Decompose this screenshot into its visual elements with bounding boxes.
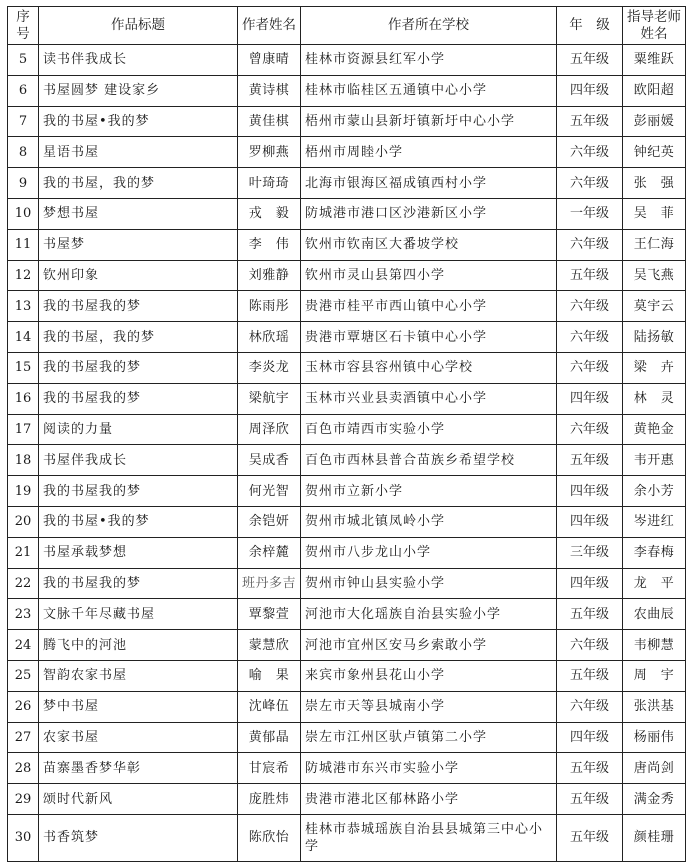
table-row — [8, 229, 686, 260]
cell-number: 18 — [8, 445, 39, 476]
table-row — [8, 660, 686, 691]
cell-title: 书屋承载梦想 — [39, 537, 238, 568]
cell-title: 书屋圆梦 建设家乡 — [39, 75, 238, 106]
cell-author: 陈雨彤 — [238, 291, 301, 322]
cell-teacher: 莫宇云 — [623, 291, 686, 322]
cell-grade: 四年级 — [557, 476, 623, 507]
table-row — [8, 784, 686, 815]
cell-title: 颂时代新风 — [39, 784, 238, 815]
cell-title: 星语书屋 — [39, 137, 238, 168]
cell-school: 玉林市兴业县卖酒镇中心小学 — [301, 383, 557, 414]
cell-school: 贺州市立新小学 — [301, 476, 557, 507]
cell-school: 梧州市周睦小学 — [301, 137, 557, 168]
cell-teacher: 唐尚剑 — [623, 753, 686, 784]
table-row — [8, 722, 686, 753]
cell-teacher: 韦柳慧 — [623, 630, 686, 661]
cell-author: 陈欣怡 — [238, 814, 301, 861]
cell-teacher: 粟维跃 — [623, 45, 686, 76]
cell-number: 27 — [8, 722, 39, 753]
cell-teacher: 颜桂珊 — [623, 814, 686, 861]
cell-author: 吴成香 — [238, 445, 301, 476]
table-row — [8, 753, 686, 784]
cell-title: 文脉千年尽藏书屋 — [39, 599, 238, 630]
cell-school: 梧州市蒙山县新圩镇新圩中心小学 — [301, 106, 557, 137]
cell-grade: 六年级 — [557, 322, 623, 353]
cell-grade: 三年级 — [557, 537, 623, 568]
cell-number: 22 — [8, 568, 39, 599]
cell-school: 百色市靖西市实验小学 — [301, 414, 557, 445]
cell-author: 曾康晴 — [238, 45, 301, 76]
cell-number: 29 — [8, 784, 39, 815]
cell-school: 贵港市桂平市西山镇中心小学 — [301, 291, 557, 322]
cell-school: 钦州市钦南区大番坡学校 — [301, 229, 557, 260]
cell-title: 农家书屋 — [39, 722, 238, 753]
cell-teacher: 张 强 — [623, 168, 686, 199]
cell-title: 我的书屋我的梦 — [39, 352, 238, 383]
cell-title: 我的书屋•我的梦 — [39, 506, 238, 537]
cell-school: 贺州市城北镇凤岭小学 — [301, 506, 557, 537]
cell-school: 崇左市江州区驮卢镇第二小学 — [301, 722, 557, 753]
cell-school: 桂林市临桂区五通镇中心小学 — [301, 75, 557, 106]
cell-number: 8 — [8, 137, 39, 168]
table-row — [8, 137, 686, 168]
cell-title: 书香筑梦 — [39, 814, 238, 861]
cell-title: 梦想书屋 — [39, 198, 238, 229]
cell-number: 15 — [8, 352, 39, 383]
table-row — [8, 352, 686, 383]
cell-title: 书屋梦 — [39, 229, 238, 260]
header-number: 序号 — [8, 7, 39, 45]
cell-teacher: 陆扬敏 — [623, 322, 686, 353]
cell-author: 甘宸希 — [238, 753, 301, 784]
cell-grade: 六年级 — [557, 630, 623, 661]
cell-grade: 四年级 — [557, 75, 623, 106]
cell-author: 黄诗棋 — [238, 75, 301, 106]
cell-school: 桂林市恭城瑶族自治县县城第三中心小学 — [301, 814, 557, 861]
cell-author: 李炎龙 — [238, 352, 301, 383]
cell-author: 周泽欣 — [238, 414, 301, 445]
header-grade: 年 级 — [557, 7, 623, 45]
cell-author: 罗柳燕 — [238, 137, 301, 168]
table-row — [8, 414, 686, 445]
cell-number: 19 — [8, 476, 39, 507]
cell-teacher: 农曲辰 — [623, 599, 686, 630]
cell-grade: 六年级 — [557, 414, 623, 445]
cell-grade: 五年级 — [557, 784, 623, 815]
cell-author: 沈峰伍 — [238, 691, 301, 722]
cell-author: 黄佳棋 — [238, 106, 301, 137]
cell-grade: 五年级 — [557, 45, 623, 76]
cell-title: 智韵农家书屋 — [39, 660, 238, 691]
table-row — [8, 814, 686, 861]
cell-title: 苗寨墨香梦华彰 — [39, 753, 238, 784]
cell-author: 戎 毅 — [238, 198, 301, 229]
cell-grade: 四年级 — [557, 722, 623, 753]
cell-teacher: 岑进红 — [623, 506, 686, 537]
cell-grade: 四年级 — [557, 383, 623, 414]
cell-number: 24 — [8, 630, 39, 661]
cell-title: 梦中书屋 — [39, 691, 238, 722]
cell-school: 贵港市覃塘区石卡镇中心小学 — [301, 322, 557, 353]
table-row — [8, 630, 686, 661]
cell-number: 28 — [8, 753, 39, 784]
cell-school: 钦州市灵山县第四小学 — [301, 260, 557, 291]
cell-teacher: 张洪基 — [623, 691, 686, 722]
cell-teacher: 彭丽媛 — [623, 106, 686, 137]
table-row — [8, 506, 686, 537]
cell-school: 崇左市天等县城南小学 — [301, 691, 557, 722]
table-row — [8, 537, 686, 568]
cell-number: 20 — [8, 506, 39, 537]
cell-author: 班丹多吉 — [238, 568, 301, 599]
cell-number: 10 — [8, 198, 39, 229]
header-title: 作品标题 — [39, 7, 238, 45]
cell-school: 贵港市港北区郁林路小学 — [301, 784, 557, 815]
cell-grade: 六年级 — [557, 691, 623, 722]
cell-grade: 四年级 — [557, 506, 623, 537]
table-row — [8, 322, 686, 353]
cell-title: 读书伴我成长 — [39, 45, 238, 76]
cell-author: 何光智 — [238, 476, 301, 507]
cell-grade: 六年级 — [557, 229, 623, 260]
cell-author: 余铠妍 — [238, 506, 301, 537]
cell-number: 6 — [8, 75, 39, 106]
cell-title: 书屋伴我成长 — [39, 445, 238, 476]
table-row — [8, 260, 686, 291]
cell-school: 防城港市东兴市实验小学 — [301, 753, 557, 784]
cell-teacher: 余小芳 — [623, 476, 686, 507]
cell-number: 11 — [8, 229, 39, 260]
cell-author: 庞胜炜 — [238, 784, 301, 815]
table-row — [8, 168, 686, 199]
cell-grade: 五年级 — [557, 660, 623, 691]
cell-title: 阅读的力量 — [39, 414, 238, 445]
cell-title: 我的书屋，我的梦 — [39, 322, 238, 353]
cell-teacher: 吴飞燕 — [623, 260, 686, 291]
cell-grade: 六年级 — [557, 137, 623, 168]
cell-title: 腾飞中的河池 — [39, 630, 238, 661]
cell-number: 23 — [8, 599, 39, 630]
cell-grade: 六年级 — [557, 352, 623, 383]
header-school: 作者所在学校 — [301, 7, 557, 45]
table-row — [8, 75, 686, 106]
cell-teacher: 周 宇 — [623, 660, 686, 691]
cell-grade: 一年级 — [557, 198, 623, 229]
cell-title: 我的书屋•我的梦 — [39, 106, 238, 137]
cell-title: 我的书屋我的梦 — [39, 291, 238, 322]
cell-author: 覃黎萱 — [238, 599, 301, 630]
cell-school: 河池市宜州区安马乡索敢小学 — [301, 630, 557, 661]
cell-title: 我的书屋，我的梦 — [39, 168, 238, 199]
cell-number: 9 — [8, 168, 39, 199]
table-header-row — [8, 7, 686, 45]
header-teacher: 指导老师姓名 — [623, 7, 686, 45]
cell-author: 刘雅静 — [238, 260, 301, 291]
cell-author: 梁航宇 — [238, 383, 301, 414]
cell-teacher: 林 灵 — [623, 383, 686, 414]
table-row — [8, 106, 686, 137]
award-list-table — [7, 6, 686, 862]
cell-title: 钦州印象 — [39, 260, 238, 291]
cell-school: 河池市大化瑶族自治县实验小学 — [301, 599, 557, 630]
cell-number: 13 — [8, 291, 39, 322]
cell-number: 17 — [8, 414, 39, 445]
table-row — [8, 599, 686, 630]
cell-grade: 四年级 — [557, 568, 623, 599]
cell-author: 蒙慧欣 — [238, 630, 301, 661]
cell-school: 贺州市钟山县实验小学 — [301, 568, 557, 599]
table-row — [8, 445, 686, 476]
cell-teacher: 钟纪英 — [623, 137, 686, 168]
cell-grade: 五年级 — [557, 814, 623, 861]
cell-school: 贺州市八步龙山小学 — [301, 537, 557, 568]
cell-number: 30 — [8, 814, 39, 861]
table-row — [8, 198, 686, 229]
cell-number: 12 — [8, 260, 39, 291]
cell-school: 北海市银海区福成镇西村小学 — [301, 168, 557, 199]
cell-grade: 五年级 — [557, 106, 623, 137]
cell-school: 玉林市容县容州镇中心学校 — [301, 352, 557, 383]
cell-title: 我的书屋我的梦 — [39, 383, 238, 414]
cell-grade: 六年级 — [557, 291, 623, 322]
cell-teacher: 王仁海 — [623, 229, 686, 260]
cell-teacher: 欧阳超 — [623, 75, 686, 106]
cell-number: 26 — [8, 691, 39, 722]
cell-author: 李 伟 — [238, 229, 301, 260]
cell-grade: 六年级 — [557, 168, 623, 199]
cell-school: 来宾市象州县花山小学 — [301, 660, 557, 691]
cell-author: 余梓麓 — [238, 537, 301, 568]
cell-grade: 五年级 — [557, 445, 623, 476]
cell-teacher: 吴 菲 — [623, 198, 686, 229]
cell-teacher: 满金秀 — [623, 784, 686, 815]
cell-title: 我的书屋我的梦 — [39, 476, 238, 507]
cell-teacher: 李春梅 — [623, 537, 686, 568]
cell-number: 7 — [8, 106, 39, 137]
cell-number: 16 — [8, 383, 39, 414]
table-row — [8, 691, 686, 722]
cell-number: 5 — [8, 45, 39, 76]
cell-number: 21 — [8, 537, 39, 568]
cell-teacher: 杨丽伟 — [623, 722, 686, 753]
table-row — [8, 476, 686, 507]
cell-teacher: 韦开惠 — [623, 445, 686, 476]
header-author: 作者姓名 — [238, 7, 301, 45]
cell-author: 林欣瑶 — [238, 322, 301, 353]
cell-author: 喻 果 — [238, 660, 301, 691]
cell-school: 防城港市港口区沙港新区小学 — [301, 198, 557, 229]
table-row — [8, 383, 686, 414]
cell-grade: 五年级 — [557, 599, 623, 630]
cell-author: 叶琦琦 — [238, 168, 301, 199]
table-row — [8, 291, 686, 322]
cell-title: 我的书屋我的梦 — [39, 568, 238, 599]
table-row — [8, 45, 686, 76]
cell-school: 百色市西林县普合苗族乡希望学校 — [301, 445, 557, 476]
cell-grade: 五年级 — [557, 753, 623, 784]
table-body — [8, 45, 686, 862]
cell-teacher: 梁 卉 — [623, 352, 686, 383]
cell-grade: 五年级 — [557, 260, 623, 291]
cell-number: 25 — [8, 660, 39, 691]
cell-school: 桂林市资源县红军小学 — [301, 45, 557, 76]
cell-teacher: 龙 平 — [623, 568, 686, 599]
table-row — [8, 568, 686, 599]
cell-number: 14 — [8, 322, 39, 353]
cell-author: 黄郁晶 — [238, 722, 301, 753]
cell-teacher: 黄艳金 — [623, 414, 686, 445]
